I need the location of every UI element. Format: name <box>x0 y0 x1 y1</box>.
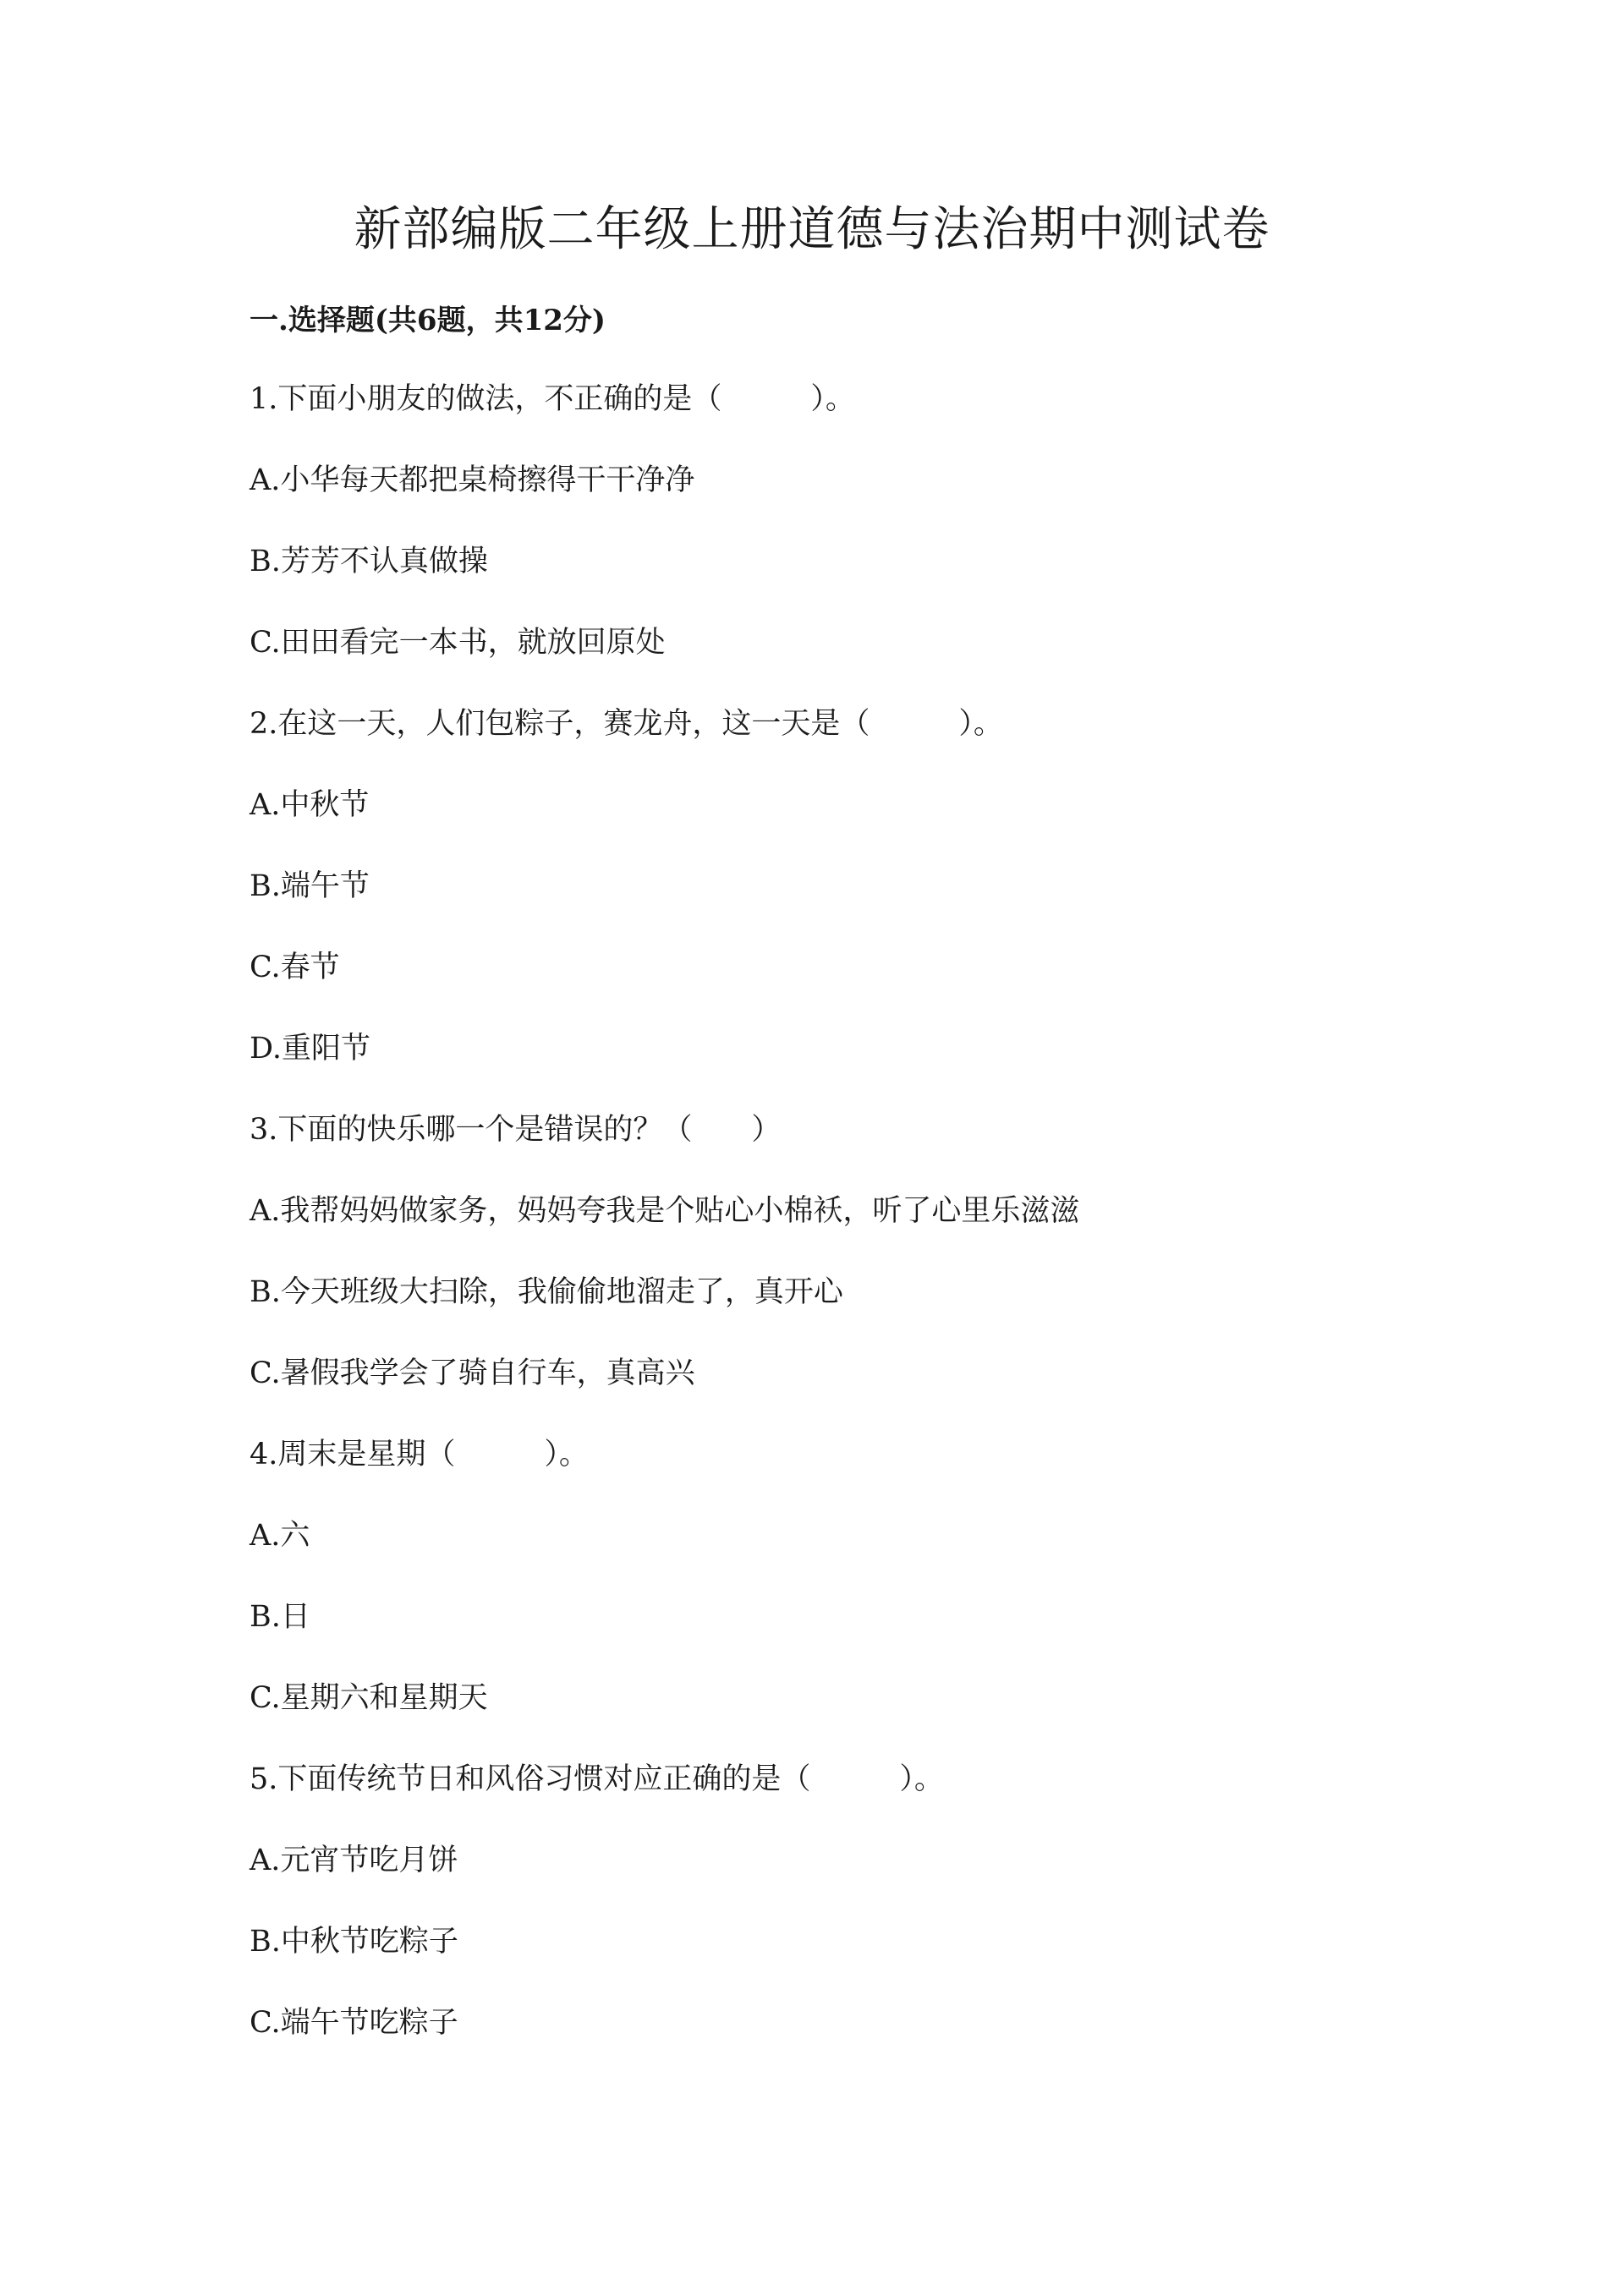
q2-option-c: C.春节 <box>250 951 340 984</box>
question-1: 1.下面小朋友的做法，不正确的是（ ）。 <box>250 382 855 416</box>
question-3: 3.下面的快乐哪一个是错误的？（ ） <box>250 1113 782 1147</box>
q5-option-c: C.端午节吃粽子 <box>250 2006 458 2040</box>
question-2: 2.在这一天，人们包粽子，赛龙舟，这一天是（ ）。 <box>250 707 1003 741</box>
q4-option-b: B.日 <box>250 1600 310 1634</box>
question-4: 4.周末是星期（ ）。 <box>250 1438 589 1471</box>
page-title: 新部编版二年级上册道德与法治期中测试卷 <box>354 202 1270 257</box>
q2-option-a: A.中秋节 <box>250 788 370 822</box>
question-5: 5.下面传统节日和风俗习惯对应正确的是（ ）。 <box>250 1762 944 1796</box>
q4-option-a: A.六 <box>250 1519 310 1553</box>
q1-option-b: B.芳芳不认真做操 <box>250 545 488 578</box>
q5-option-b: B.中秋节吃粽子 <box>250 1925 458 1959</box>
q4-option-c: C.星期六和星期天 <box>250 1681 488 1715</box>
q3-option-b: B.今天班级大扫除，我偷偷地溜走了，真开心 <box>250 1275 843 1309</box>
q1-option-c: C.田田看完一本书，就放回原处 <box>250 626 666 660</box>
q3-option-a: A.我帮妈妈做家务，妈妈夸我是个贴心小棉袄，听了心里乐滋滋 <box>250 1194 1080 1228</box>
section-heading: 一.选择题(共6题，共12分) <box>250 304 606 337</box>
q1-option-a: A.小华每天都把桌椅擦得干干净净 <box>250 463 695 497</box>
q2-option-d: D.重阳节 <box>250 1032 370 1066</box>
q2-option-b: B.端午节 <box>250 869 370 903</box>
q5-option-a: A.元宵节吃月饼 <box>250 1844 458 1877</box>
q3-option-c: C.暑假我学会了骑自行车，真高兴 <box>250 1356 695 1390</box>
